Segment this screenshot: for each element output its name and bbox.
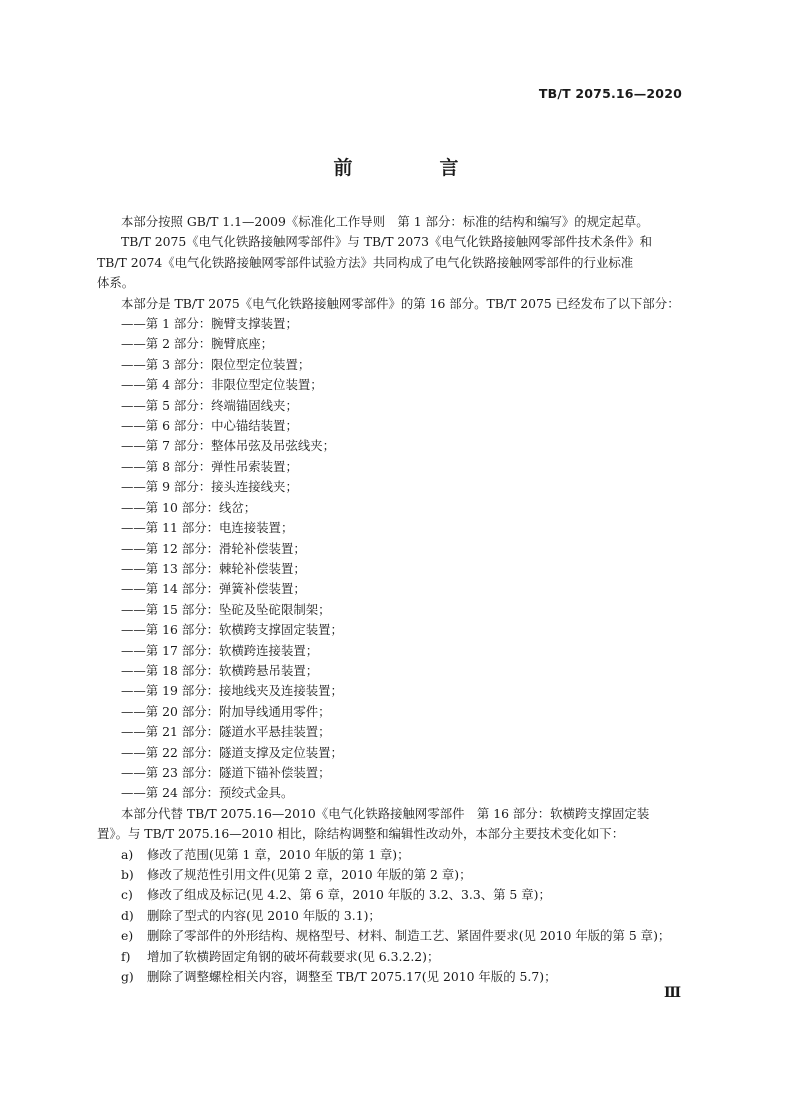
paragraph-replace-line2: 置》。与 TB/T 2075.16—2010 相比，除结构调整和编辑性改动外，本部分主要技术变化如下：	[97, 826, 625, 842]
list-item: ——第 6 部分：中心锚结装置；	[121, 418, 298, 434]
list-item: ——第 17 部分：软横跨连接装置；	[121, 642, 319, 658]
item-text: 修改了组成及标记(见 4.2、第 6 章，2010 年版的 3.2、3.3、第 5 章)；	[147, 887, 551, 903]
item-label: c)	[121, 887, 133, 903]
changes-list	[97, 845, 685, 988]
item-text: 删除了型式的内容(见 2010 年版的 3.1)；	[147, 907, 381, 923]
list-item: ——第 2 部分：腕臂底座；	[121, 336, 274, 352]
list-item	[97, 865, 685, 885]
item-label: d)	[121, 907, 134, 923]
item-text: 修改了范围(见第 1 章，2010 年版的第 1 章)；	[147, 846, 410, 862]
list-item: ——第 16 部分：软横跨支撑固定装置；	[121, 622, 343, 638]
list-item	[97, 906, 685, 926]
list-item: ——第 18 部分：软横跨悬吊装置；	[121, 662, 319, 678]
list-item: ——第 3 部分：限位型定位装置；	[121, 356, 311, 372]
paragraph-system-line1: TB/T 2075《电气化铁路接触网零部件》与 TB/T 2073《电气化铁路接触网零部件技术条件》和	[121, 234, 652, 250]
list-item: ——第 19 部分：接地线夹及连接装置；	[121, 683, 343, 699]
list-item	[97, 926, 685, 946]
list-item	[97, 947, 685, 967]
paragraph-replace-line1: 本部分代替 TB/T 2075.16—2010《电气化铁路接触网零部件 第 16 部分：软横跨支撑固定装	[121, 805, 650, 821]
item-label: g)	[121, 969, 134, 985]
paragraph-system-line3: 体系。	[97, 275, 135, 291]
list-item: ——第 24 部分：预绞式金具。	[121, 785, 294, 801]
list-item: ——第 11 部分：电连接装置；	[121, 520, 294, 536]
item-text: 增加了软横跨固定角钢的破坏荷载要求(见 6.3.2.2)；	[147, 948, 440, 964]
item-label: b)	[121, 867, 134, 882]
item-label: f)	[121, 948, 131, 964]
standard-code: TB/T 2075.16—2020	[538, 86, 682, 101]
page-number: Ⅲ	[664, 985, 682, 1001]
list-item: ——第 8 部分：弹性吊索装置；	[121, 458, 298, 474]
list-item: ——第 4 部分：非限位型定位装置；	[121, 377, 323, 393]
item-label: e)	[121, 928, 134, 944]
list-item: ——第 13 部分：棘轮补偿装置；	[121, 560, 306, 576]
paragraph-parts-intro: 本部分是 TB/T 2075《电气化铁路接触网零部件》的第 16 部分。TB/T 2075 已经发布了以下部分：	[121, 295, 680, 311]
item-text: 修改了规范性引用文件(见第 2 章，2010 年版的第 2 章)；	[147, 867, 472, 882]
parts-list	[97, 314, 685, 804]
list-item: ——第 15 部分：坠砣及坠砣限制架；	[121, 601, 331, 617]
list-item	[97, 885, 685, 905]
list-item: ——第 22 部分：隧道支撑及定位装置；	[121, 744, 343, 760]
list-item: ——第 10 部分：线岔；	[121, 499, 257, 515]
item-text: 删除了调整螺栓相关内容，调整至 TB/T 2075.17(见 2010 年版的 5.7)；	[147, 969, 557, 985]
list-item: ——第 12 部分：滑轮补偿装置；	[121, 540, 306, 556]
list-item: ——第 5 部分：终端锚固线夹；	[121, 397, 298, 413]
list-item: ——第 23 部分：隧道下锚补偿装置；	[121, 764, 331, 780]
item-text: 删除了零部件的外形结构、规格型号、材料、制造工艺、紧固件要求(见 2010 年版的第 5 章)；	[147, 928, 671, 944]
list-item: ——第 1 部分：腕臂支撑装置；	[121, 316, 298, 332]
list-item: ——第 7 部分：整体吊弦及吊弦线夹；	[121, 438, 336, 454]
list-item: ——第 14 部分：弹簧补偿装置；	[121, 581, 306, 597]
page-title: 前 言	[333, 157, 493, 179]
list-item	[97, 845, 685, 865]
paragraph-drafting-rule: 本部分按照 GB/T 1.1—2009《标准化工作导则 第 1 部分：标准的结构和编写》的规定起草。	[121, 214, 649, 229]
document-body	[97, 212, 685, 987]
item-label: a)	[121, 846, 134, 862]
list-item: ——第 21 部分：隧道水平悬挂装置；	[121, 724, 331, 740]
list-item: ——第 9 部分：接头连接线夹；	[121, 479, 298, 495]
list-item: ——第 20 部分：附加导线通用零件；	[121, 703, 331, 719]
paragraph-system-line2: TB/T 2074《电气化铁路接触网零部件试验方法》共同构成了电气化铁路接触网零部件的行业标准	[97, 254, 634, 270]
list-item	[97, 967, 685, 987]
